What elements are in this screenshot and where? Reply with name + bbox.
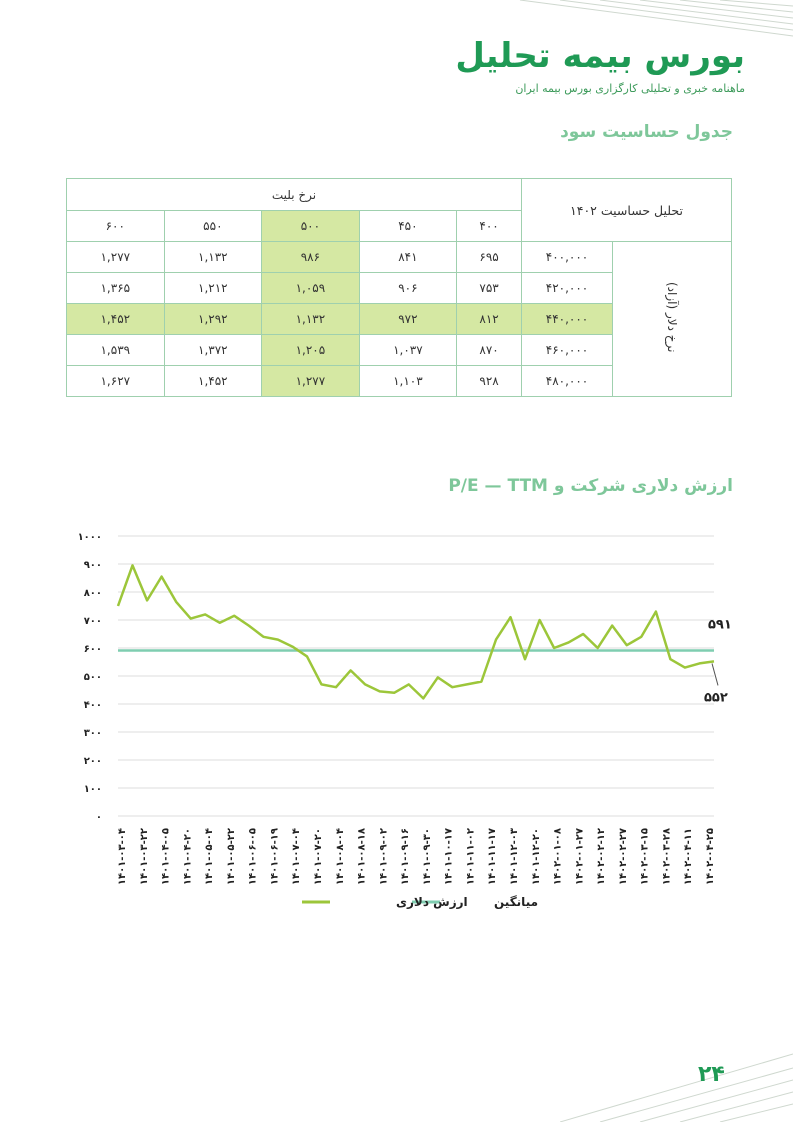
column-header: ۵۵۰	[164, 211, 262, 242]
y-tick-label: ۷۰۰	[83, 616, 102, 627]
y-tick-label: ۳۰۰	[83, 728, 102, 739]
y-tick-label: ۵۰۰	[83, 672, 102, 683]
row-header: ۴۰۰,۰۰۰	[522, 242, 613, 273]
corner-decoration-bottom	[560, 1050, 793, 1122]
brand-subtitle: ماهنامه خبری و تحلیلی کارگزاری بورس بیمه ایران	[515, 82, 745, 95]
x-tick-label: ۱۴۰۲-۰۴-۱۱	[683, 828, 695, 886]
x-tick-label: ۱۴۰۱-۰۵-۲۲	[225, 828, 237, 886]
row-header: ۴۴۰,۰۰۰	[522, 304, 613, 335]
table-cell: ۱,۱۳۲	[262, 304, 360, 335]
y-tick-label: ۲۰۰	[83, 756, 102, 767]
table-cell: ۱,۱۰۳	[359, 366, 457, 397]
table-cell: ۱,۴۵۲	[164, 366, 262, 397]
x-tick-label: ۱۴۰۱-۰۹-۱۶	[400, 828, 412, 886]
x-tick-label: ۱۴۰۱-۰۴-۰۵	[160, 828, 172, 886]
row-header: ۴۸۰,۰۰۰	[522, 366, 613, 397]
sensitivity-table-title: جدول حساسیت سود	[560, 122, 733, 142]
table-cell: ۸۱۲	[457, 304, 522, 335]
dollar-value-line	[118, 565, 714, 698]
table-cell: ۶۹۵	[457, 242, 522, 273]
table-cell: ۱,۰۳۷	[359, 335, 457, 366]
chart-container	[0, 510, 793, 930]
x-tick-label: ۱۴۰۲-۰۲-۱۲	[596, 828, 608, 886]
table-cell: ۱,۲۹۲	[164, 304, 262, 335]
table-cell: ۹۰۶	[359, 273, 457, 304]
row-header: ۴۲۰,۰۰۰	[522, 273, 613, 304]
end-value-leader	[712, 663, 718, 685]
legend-average-label: میانگین	[494, 895, 539, 909]
x-tick-label: ۱۴۰۱-۰۴-۲۰	[182, 828, 194, 886]
table-cell: ۱,۲۰۵	[262, 335, 360, 366]
dollar-value-chart	[0, 510, 793, 930]
table-cell: ۱,۵۳۹	[67, 335, 165, 366]
legend-series-label: ارزش دلاری	[396, 895, 468, 909]
x-tick-label: ۱۴۰۱-۱۱-۰۲	[465, 828, 477, 886]
average-value-label: ۵۹۱	[708, 617, 732, 633]
x-tick-label: ۱۴۰۲-۰۳-۲۸	[661, 828, 673, 886]
x-tick-label: ۱۴۰۲-۰۳-۱۵	[639, 828, 651, 886]
x-tick-label: ۱۴۰۱-۰۹-۳۰	[421, 828, 433, 886]
x-tick-label: ۱۴۰۲-۰۱-۰۸	[552, 828, 564, 886]
table-cell: ۹۸۶	[262, 242, 360, 273]
x-tick-label: ۱۴۰۲-۰۱-۲۷	[574, 828, 586, 886]
x-tick-label: ۱۴۰۱-۰۶-۱۹	[269, 828, 281, 886]
row-header: ۴۶۰,۰۰۰	[522, 335, 613, 366]
corner-decoration-top	[480, 0, 793, 40]
table-cell: ۱,۲۷۷	[262, 366, 360, 397]
x-tick-label: ۱۴۰۱-۰۷-۰۴	[291, 828, 303, 886]
y-tick-label: ۶۰۰	[83, 644, 102, 655]
row-group-label	[613, 242, 732, 397]
table-cell: ۱,۳۶۵	[67, 273, 165, 304]
brand-title: بورس بیمه تحلیل	[455, 36, 745, 76]
x-tick-label: ۱۴۰۲-۰۴-۲۵	[705, 828, 716, 886]
table-cell: ۱,۳۷۲	[164, 335, 262, 366]
x-tick-label: ۱۴۰۱-۰۹-۰۲	[378, 828, 390, 886]
x-tick-label: ۱۴۰۱-۰۳-۰۴	[117, 828, 128, 886]
x-tick-label: ۱۴۰۱-۱۲-۲۰	[530, 828, 542, 886]
x-tick-label: ۱۴۰۱-۰۸-۱۸	[356, 828, 368, 886]
y-tick-label: ۸۰۰	[83, 588, 102, 599]
table-cell: ۷۵۳	[457, 273, 522, 304]
row-group-label-text: نرخ دلار (آزاد)	[665, 282, 679, 353]
x-tick-label: ۱۴۰۲-۰۲-۲۷	[617, 828, 629, 886]
x-tick-label: ۱۴۰۱-۰۳-۲۲	[138, 828, 150, 886]
column-header: ۵۰۰	[262, 211, 360, 242]
column-header: ۶۰۰	[67, 211, 165, 242]
x-tick-label: ۱۴۰۱-۰۶-۰۵	[247, 828, 259, 886]
table-cell: ۱,۲۱۲	[164, 273, 262, 304]
table-corner-label: تحلیل حساسیت ۱۴۰۲	[522, 179, 732, 242]
x-tick-label: ۱۴۰۱-۱۱-۱۷	[487, 828, 499, 886]
table-row	[67, 242, 732, 273]
table-cell: ۸۴۱	[359, 242, 457, 273]
sensitivity-table	[66, 178, 732, 397]
table-cell: ۱,۲۷۷	[67, 242, 165, 273]
y-tick-label: ۹۰۰	[83, 560, 102, 571]
table-cell: ۱,۰۵۹	[262, 273, 360, 304]
table-cell: ۱,۴۵۲	[67, 304, 165, 335]
table-cell: ۸۷۰	[457, 335, 522, 366]
page-number: ۲۴	[698, 1062, 725, 1087]
column-group-label: نرخ بلیت	[67, 179, 522, 211]
y-tick-label: ۱۰۰	[83, 784, 102, 795]
chart-title: ارزش دلاری شرکت و P/E — TTM	[448, 476, 733, 496]
table-cell: ۱,۱۳۲	[164, 242, 262, 273]
y-tick-label: ۰	[95, 812, 102, 823]
table-cell: ۱,۶۲۷	[67, 366, 165, 397]
x-tick-label: ۱۴۰۱-۱۰-۱۷	[443, 828, 455, 886]
column-header: ۴۵۰	[359, 211, 457, 242]
column-header: ۴۰۰	[457, 211, 522, 242]
y-tick-label: ۴۰۰	[83, 700, 102, 711]
table-cell: ۹۷۲	[359, 304, 457, 335]
x-tick-label: ۱۴۰۱-۰۵-۰۴	[204, 828, 216, 886]
x-tick-label: ۱۴۰۱-۰۷-۲۰	[313, 828, 324, 886]
y-tick-label: ۱۰۰۰	[77, 532, 102, 543]
table-cell: ۹۲۸	[457, 366, 522, 397]
x-tick-label: ۱۴۰۱-۱۲-۰۳	[509, 828, 520, 886]
end-value-label: ۵۵۲	[704, 690, 728, 706]
x-tick-label: ۱۴۰۱-۰۸-۰۴	[334, 828, 346, 886]
